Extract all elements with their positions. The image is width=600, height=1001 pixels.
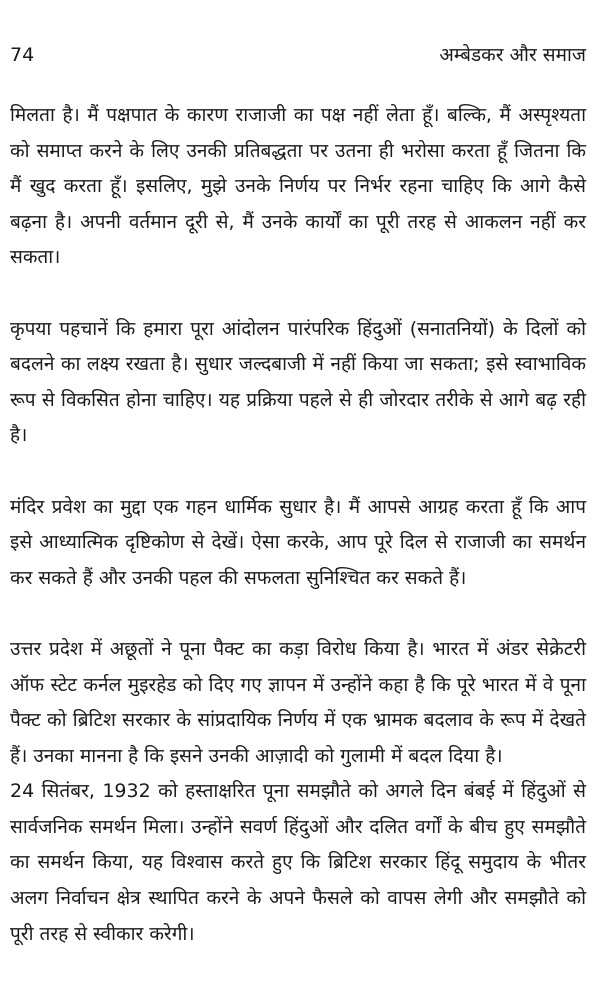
paragraph-1: मिलता है। मैं पक्षपात के कारण राजाजी का पक्ष नहीं लेता हूँ। बल्कि, मैं अस्पृश्यता को समाप्त करने के लिए उनकी प्रतिबद्धता पर उतना ही भरोसा करता हूँ जितना कि मैं खुद करता हूँ। इसलिए, मुझे उनके निर्णय पर निर्भर रहना चाहिए कि आगे कैसे बढ़ना है। अपनी वर्तमान दूरी से, मैं उनके कार्यों का पूरी तरह से आकलन नहीं कर सकता। — [10, 104, 586, 269]
running-title: अम्बेडकर और समाज — [439, 44, 586, 66]
paragraph-5: 24 सितंबर, 1932 को हस्ताक्षरित पूना समझौते को अगले दिन बंबई में हिंदुओं से सार्वजनिक समर्थन मिला। उन्होंने सवर्ण हिंदुओं और दलित वर्गों के बीच हुए समझौते का समर्थन किया, यह विश्वास करते हुए कि ब्रिटिश सरकार हिंदू समुदाय के भीतर अलग निर्वाचन क्षेत्र स्थापित करने के अपने फैसले को वापस लेगी और समझौते को पूरी तरह से स्वीकार करेगी। — [10, 780, 586, 945]
page-number: 74 — [10, 44, 35, 66]
paragraph-2: कृपया पहचानें कि हमारा पूरा आंदोलन पारंपरिक हिंदुओं (सनातनियों) के दिलों को बदलने का लक्ष्य रखता है। सुधार जल्दबाजी में नहीं किया जा सकता; इसे स्वाभाविक रूप से विकसित होना चाहिए। यह प्रक्रिया पहले से ही जोरदार तरीके से आगे बढ़ रही है। — [10, 317, 586, 447]
paragraph-3: मंदिर प्रवेश का मुद्दा एक गहन धार्मिक सुधार है। मैं आपसे आग्रह करता हूँ कि आप इसे आध्यात्मिक दृष्टिकोण से देखें। ऐसा करके, आप पूरे दिल से राजाजी का समर्थन कर सकते हैं और उनकी पहल की सफलता सुनिश्चित कर सकते हैं। — [10, 495, 586, 589]
page-header — [10, 40, 586, 70]
body-text — [10, 98, 586, 952]
paragraph-4: उत्तर प्रदेश में अछूतों ने पूना पैक्ट का कड़ा विरोध किया है। भारत में अंडर सेक्रेटरी ऑफ स्टेट कर्नल मुइरहेड को दिए गए ज्ञापन में उन्होंने कहा है कि पूरे भारत में वे पूना पैक्ट को ब्रिटिश सरकार के सांप्रदायिक निर्णय में एक भ्रामक बदलाव के रूप में देखते हैं। उनका मानना है कि इसने उनकी आज़ादी को गुलामी में बदल दिया है। — [10, 637, 586, 767]
